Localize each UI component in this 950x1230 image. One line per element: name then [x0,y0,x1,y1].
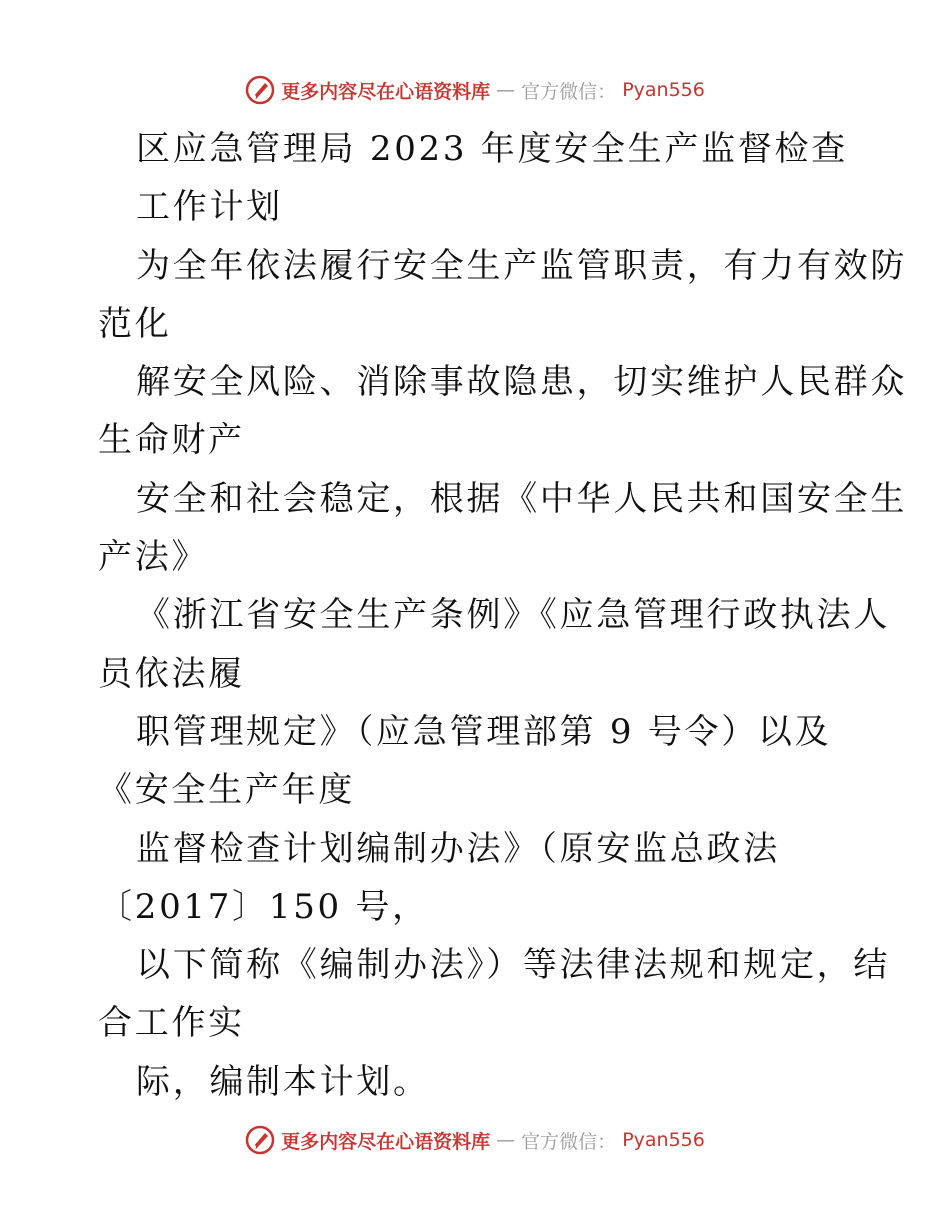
banner-main-text: 更多内容尽在心语资料库 [281,1130,491,1153]
banner-wechat-label: 官方微信： [521,80,617,103]
footer-banner [0,1120,950,1160]
banner-wechat-handle: Pyan556 [622,79,705,101]
paragraph-line: 职管理规定》（应急管理部第 9 号令）以及 [136,711,832,752]
paragraph-line: 〔2017〕150 号， [98,886,429,927]
paragraph-line: 际，编制本计划。 [136,1061,430,1102]
banner-wechat-label: 官方微信： [521,1130,617,1153]
banner-dash: — [496,1129,516,1151]
banner-dash: — [496,79,516,101]
paragraph-line: 解安全风险、消除事故隐患，切实维护人民群众 [136,362,908,403]
banner-wechat-handle: Pyan556 [622,1129,705,1151]
paragraph-line: 合工作实 [98,1003,245,1044]
quill-pen-logo-icon [245,75,275,105]
paragraph-line: 为全年依法履行安全生产监管职责，有力有效防 [136,245,908,286]
paragraph-line: 范化 [98,303,172,344]
header-banner [0,70,950,110]
paragraph-line: 生命财产 [98,420,245,461]
paragraph-line: 监督检查计划编制办法》（原安监总政法 [136,828,780,869]
title-line-2: 工作计划 [136,187,283,228]
paragraph-line: 安全和社会稳定，根据《中华人民共和国安全生 [136,478,908,519]
document-body [98,120,908,1111]
quill-pen-logo-icon [245,1125,275,1155]
paragraph-line: 员依法履 [98,653,245,694]
paragraph-line: 以下简称《编制办法》）等法律法规和规定，结 [136,945,891,986]
banner-main-text: 更多内容尽在心语资料库 [281,80,491,103]
paragraph-line: 《安全生产年度 [98,770,356,811]
title-line-1: 区应急管理局 2023 年度安全生产监督检查 [136,129,848,169]
paragraph-line: 产法》 [98,537,209,578]
paragraph-line: 《浙江省安全生产条例》《应急管理行政执法人 [136,595,891,636]
